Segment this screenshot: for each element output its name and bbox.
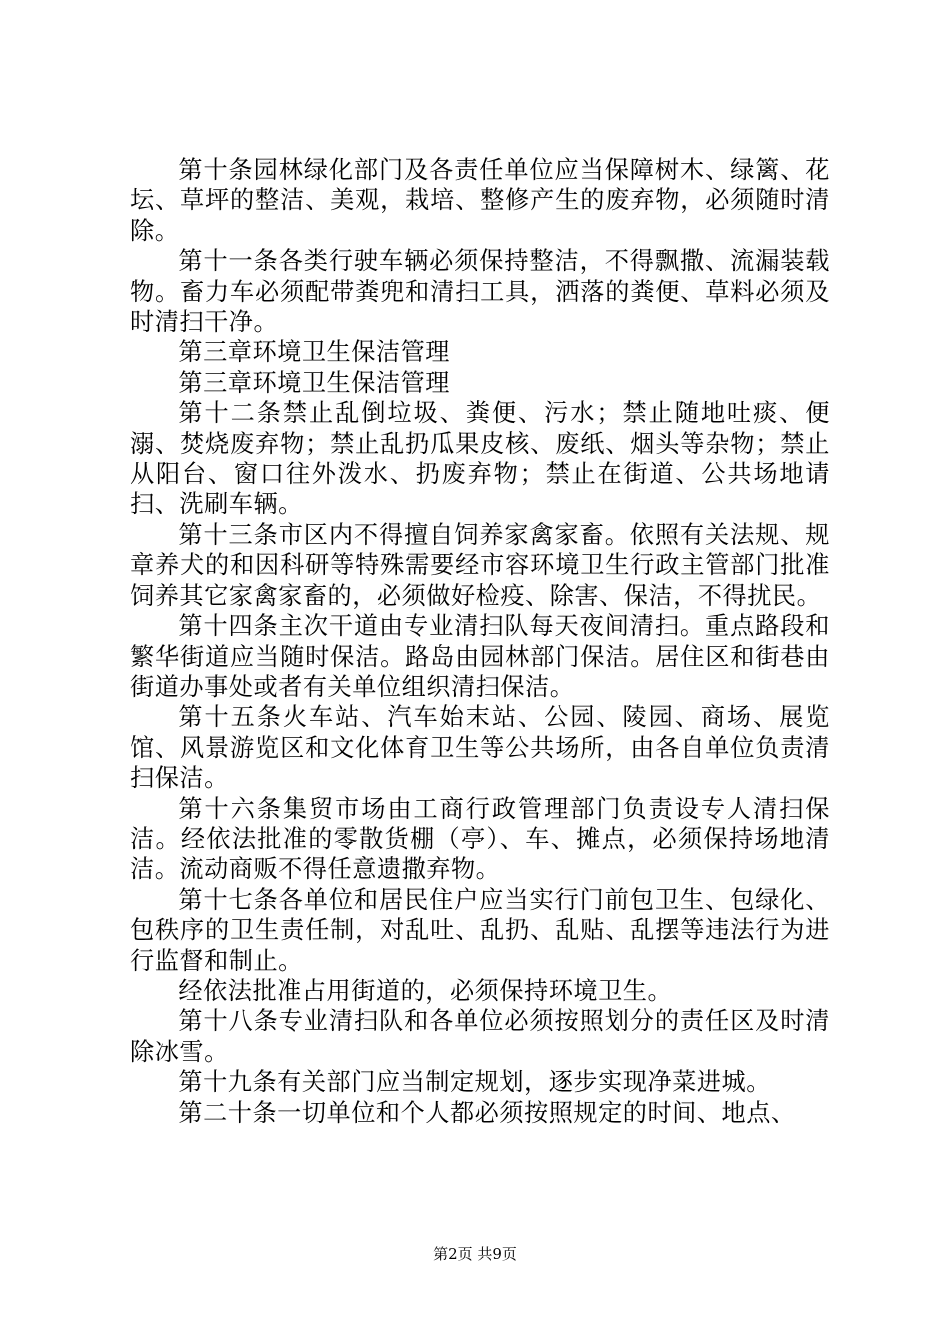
paragraph-article-13: 第十三条市区内不得擅自饲养家禽家畜。依照有关法规、规章养犬的和因科研等特殊需要经市容环境卫生行政主管部门批准饲养其它家禽家畜的，必须做好检疫、除害、保洁，不得扰民。 bbox=[130, 520, 830, 610]
paragraph-article-11: 第十一条各类行驶车辆必须保持整洁，不得飘撒、流漏装载物。畜力车必须配带粪兜和清扫工具，洒落的粪便、草料必须及时清扫干净。 bbox=[130, 247, 830, 337]
document-body bbox=[130, 155, 830, 1128]
paragraph-article-12: 第十二条禁止乱倒垃圾、粪便、污水；禁止随地吐痰、便溺、焚烧废弃物；禁止乱扔瓜果皮核、废纸、烟头等杂物；禁止从阳台、窗口往外泼水、扔废弃物；禁止在街道、公共场地请扫、洗刷车辆。 bbox=[130, 399, 830, 519]
paragraph-article-16: 第十六条集贸市场由工商行政管理部门负责设专人清扫保洁。经依法批准的零散货棚（亭）、车、摊点，必须保持场地清洁。流动商贩不得任意遗撒弃物。 bbox=[130, 794, 830, 884]
paragraph-article-18: 第十八条专业清扫队和各单位必须按照划分的责任区及时清除冰雪。 bbox=[130, 1007, 830, 1066]
paragraph-article-17: 第十七条各单位和居民住户应当实行门前包卫生、包绿化、包秩序的卫生责任制，对乱吐、乱扔、乱贴、乱摆等违法行为进行监督和制止。 bbox=[130, 885, 830, 975]
paragraph-article-20: 第二十条一切单位和个人都必须按照规定的时间、地点、 bbox=[178, 1098, 796, 1127]
paragraph-article-15: 第十五条火车站、汽车始末站、公园、陵园、商场、展览馆、风景游览区和文化体育卫生等公共场所，由各自单位负责清扫保洁。 bbox=[130, 703, 830, 793]
paragraph-article-14: 第十四条主次干道由专业清扫队每天夜间清扫。重点路段和繁华街道应当随时保洁。路岛由园林部门保洁。居住区和街巷由街道办事处或者有关单位组织清扫保洁。 bbox=[130, 612, 830, 701]
chapter-heading-repeat: 第三章环境卫生保洁管理 bbox=[178, 368, 450, 397]
chapter-heading: 第三章环境卫生保洁管理 bbox=[178, 338, 450, 367]
paragraph-article-10: 第十条园林绿化部门及各责任单位应当保障树木、绿篱、花坛、草坪的整洁、美观，栽培、整修产生的废弃物，必须随时清除。 bbox=[130, 156, 830, 245]
paragraph-article-19: 第十九条有关部门应当制定规划，逐步实现净菜进城。 bbox=[178, 1068, 771, 1097]
paragraph-article-17-supplement: 经依法批准占用街道的，必须保持环境卫生。 bbox=[178, 976, 673, 1005]
page-number-footer: 第2页 共9页 bbox=[433, 1245, 517, 1263]
